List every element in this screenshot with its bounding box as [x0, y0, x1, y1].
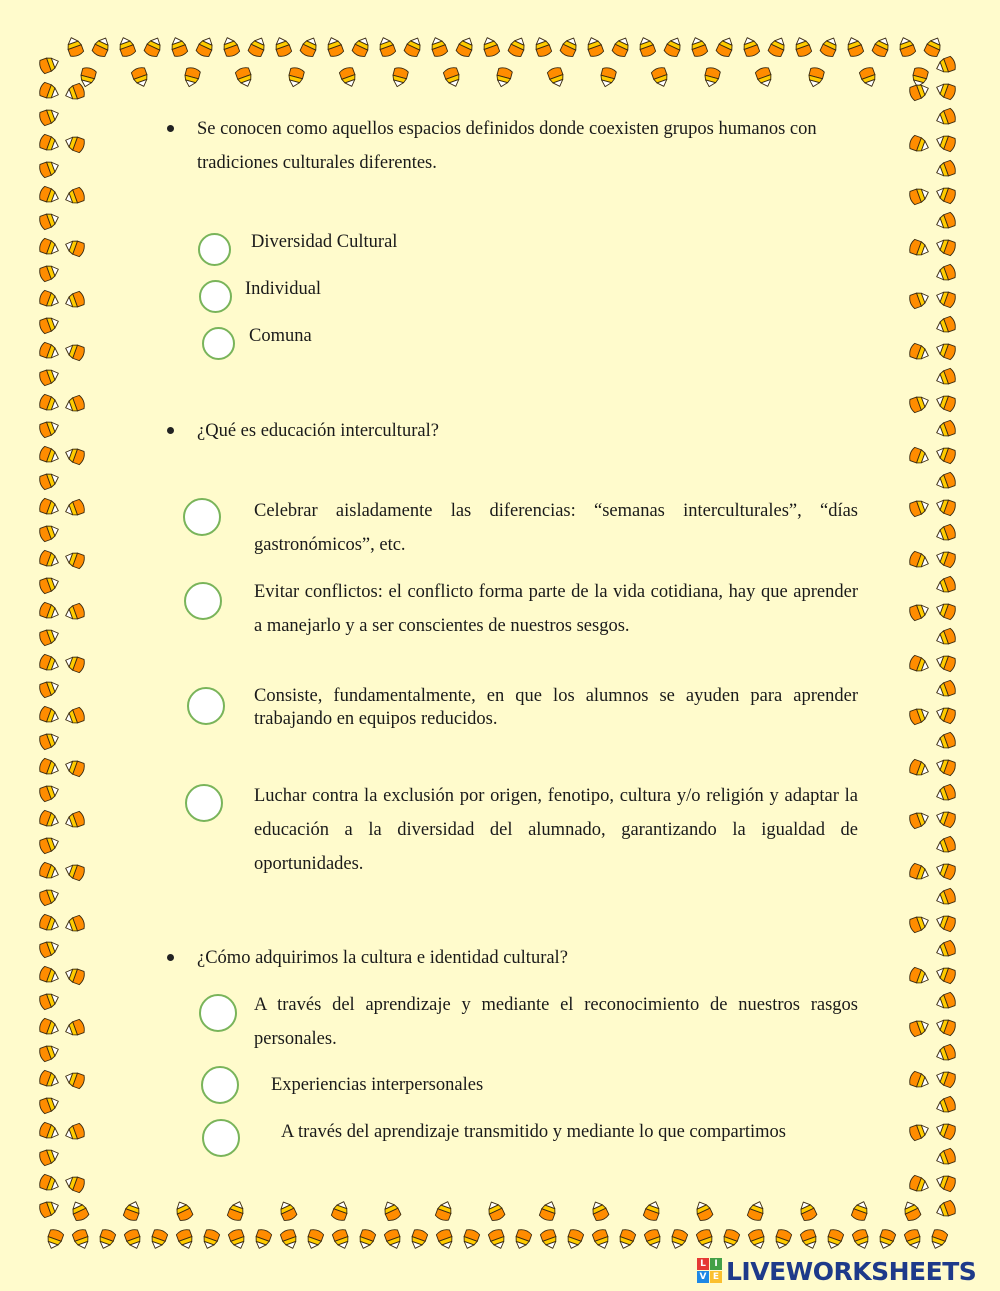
candy-corn-icon — [384, 1228, 404, 1251]
candy-corn-icon — [38, 1122, 61, 1142]
candy-corn-icon — [123, 1199, 143, 1222]
q1-option-3-label: Comuna — [249, 326, 312, 346]
candy-corn-icon — [513, 1228, 533, 1251]
candy-corn-icon — [877, 1228, 897, 1251]
candy-corn-icon — [934, 185, 957, 205]
question-2 — [197, 414, 857, 448]
candy-corn-icon — [38, 914, 61, 934]
candy-corn-icon — [63, 811, 86, 831]
candy-corn-icon — [934, 576, 957, 596]
candy-corn-icon — [934, 1069, 957, 1089]
candy-corn-icon — [934, 680, 957, 700]
question-1-text: Se conocen como aquellos espacios definidos donde coexisten grupos humanos con tradiciones culturales diferentes. — [197, 119, 817, 173]
candy-corn-icon — [38, 939, 61, 959]
candy-corn-icon — [934, 992, 957, 1012]
q3-option-2-label: Experiencias interpersonales — [271, 1075, 484, 1095]
candy-corn-icon — [38, 627, 61, 647]
candy-corn-icon — [797, 1199, 818, 1222]
candy-corn-icon — [934, 1044, 957, 1064]
candy-corn-icon — [38, 966, 61, 986]
candy-corn-icon — [131, 66, 151, 89]
candy-corn-icon — [173, 1199, 194, 1222]
candy-corn-icon — [63, 1019, 86, 1039]
candy-corn-icon — [934, 445, 957, 465]
candy-corn-icon — [409, 1228, 429, 1251]
candy-corn-icon — [663, 35, 684, 58]
candy-corn-icon — [124, 1228, 144, 1251]
candy-corn-icon — [38, 887, 61, 907]
candy-corn-icon — [332, 1228, 352, 1251]
candy-corn-icon — [934, 472, 957, 492]
candy-corn-icon — [806, 66, 824, 88]
candy-corn-icon — [488, 1228, 508, 1251]
q1-option-1-label: Diversidad Cultural — [251, 232, 398, 252]
candy-corn-icon — [800, 1228, 820, 1251]
candy-corn-icon — [63, 758, 86, 778]
candy-corn-icon — [117, 35, 137, 58]
candy-corn-icon — [38, 862, 61, 882]
candy-corn-icon — [908, 186, 931, 206]
candy-corn-icon — [38, 1147, 61, 1167]
candy-corn-icon — [325, 35, 345, 58]
candy-corn-icon — [455, 35, 476, 58]
q3-option-3-label: A través del aprendizaje transmitido y mediante lo que compartimos — [281, 1122, 787, 1142]
candy-corn-icon — [507, 35, 528, 58]
candy-corn-icon — [934, 368, 957, 388]
candy-corn-icon — [934, 341, 957, 361]
candy-corn-icon — [908, 863, 931, 883]
candy-corn-icon — [38, 1070, 61, 1090]
candy-corn-icon — [934, 1121, 957, 1141]
candy-corn-icon — [923, 35, 944, 58]
candy-corn-icon — [934, 316, 957, 336]
candy-corn-icon — [539, 1199, 559, 1222]
candy-corn-icon — [69, 1199, 90, 1222]
q2-option-4-label: Luchar contra la exclusión por origen, fenotipo, cultura y/o religión y adaptar la educación a la diversidad del alumnado, garantizando la igualdad de oportunidades. — [254, 786, 858, 874]
q2-option-3-label: Consiste, fundamentalmente, en que los alumnos se ayuden para aprender trabajando en equipos reducidos. — [254, 686, 858, 729]
candy-corn-icon — [934, 965, 957, 985]
candy-corn-icon — [851, 1199, 871, 1222]
question-1 — [197, 112, 857, 180]
candy-corn-icon — [176, 1228, 196, 1251]
candy-corn-icon — [908, 239, 931, 259]
candy-corn-icon — [331, 1199, 351, 1222]
candy-corn-icon — [934, 653, 957, 673]
candy-corn-icon — [38, 263, 61, 283]
candy-corn-icon — [38, 602, 61, 622]
candy-corn-icon — [221, 35, 241, 58]
q1-option-1-radio[interactable] — [198, 233, 231, 266]
candy-corn-icon — [38, 419, 61, 439]
candy-corn-icon — [38, 810, 61, 830]
candy-corn-icon — [38, 523, 61, 543]
candy-corn-icon — [908, 290, 931, 310]
candy-corn-icon — [38, 394, 61, 414]
candy-corn-icon — [696, 1228, 716, 1251]
candy-corn-icon — [38, 134, 61, 154]
candy-corn-icon — [908, 967, 931, 987]
candy-corn-icon — [908, 759, 931, 779]
candy-corn-icon — [748, 1228, 768, 1251]
candy-corn-icon — [436, 1228, 456, 1251]
candy-corn-icon — [38, 1018, 61, 1038]
candy-corn-icon — [825, 1228, 845, 1251]
candy-corn-icon — [339, 66, 359, 89]
candy-corn-icon — [38, 1095, 61, 1115]
candy-corn-icon — [908, 706, 931, 726]
candy-corn-icon — [897, 35, 917, 58]
candy-corn-icon — [793, 35, 813, 58]
candy-corn-icon — [381, 1199, 402, 1222]
candy-corn-icon — [934, 628, 957, 648]
bullet-icon — [167, 954, 174, 961]
candy-corn-icon — [38, 446, 61, 466]
liveworksheets-brand[interactable] — [697, 1256, 976, 1286]
candy-corn-icon — [934, 56, 957, 76]
candy-corn-icon — [305, 1228, 325, 1251]
candy-corn-icon — [481, 35, 501, 58]
candy-corn-icon — [228, 1228, 248, 1251]
candy-corn-icon — [741, 35, 761, 58]
candy-corn-icon — [63, 187, 86, 207]
candy-corn-icon — [63, 395, 86, 415]
candy-corn-icon — [38, 706, 61, 726]
candy-corn-icon — [934, 1096, 957, 1116]
candy-corn-icon — [845, 35, 865, 58]
candy-corn-icon — [38, 342, 61, 362]
candy-corn-icon — [934, 237, 957, 257]
candy-corn-icon — [904, 1228, 924, 1251]
logo-letter: E — [710, 1271, 722, 1283]
candy-corn-icon — [38, 783, 61, 803]
candy-corn-icon — [38, 679, 61, 699]
candy-corn-icon — [63, 499, 86, 519]
question-3-text: ¿Cómo adquirimos la cultura e identidad cultural? — [197, 948, 568, 968]
candy-corn-icon — [908, 551, 931, 571]
candy-corn-icon — [617, 1228, 637, 1251]
candy-corn-icon — [38, 835, 61, 855]
candy-corn-icon — [934, 888, 957, 908]
candy-corn-icon — [38, 186, 61, 206]
candy-corn-icon — [201, 1228, 221, 1251]
q1-option-2-label: Individual — [245, 279, 322, 299]
candy-corn-icon — [38, 654, 61, 674]
candy-corn-icon — [934, 108, 957, 128]
candy-corn-icon — [63, 134, 86, 154]
candy-corn-icon — [277, 1199, 298, 1222]
candy-corn-icon — [235, 66, 255, 89]
candy-corn-icon — [63, 238, 86, 258]
candy-corn-icon — [755, 66, 775, 89]
candy-corn-icon — [908, 810, 931, 830]
candy-corn-icon — [908, 447, 931, 467]
candy-corn-icon — [38, 575, 61, 595]
candy-corn-icon — [934, 705, 957, 725]
candy-corn-icon — [934, 809, 957, 829]
candy-corn-icon — [149, 1228, 169, 1251]
candy-corn-icon — [443, 66, 463, 89]
candy-corn-icon — [38, 367, 61, 387]
candy-corn-icon — [934, 732, 957, 752]
candy-corn-icon — [38, 758, 61, 778]
candy-corn-icon — [63, 1070, 86, 1090]
candy-corn-icon — [247, 35, 268, 58]
candy-corn-icon — [38, 107, 61, 127]
candy-corn-icon — [390, 66, 408, 88]
candy-corn-icon — [934, 784, 957, 804]
candy-corn-icon — [45, 1228, 65, 1251]
candy-corn-icon — [565, 1228, 585, 1251]
candy-corn-icon — [934, 1200, 957, 1220]
candy-corn-icon — [182, 66, 200, 88]
candy-corn-icon — [908, 1175, 931, 1195]
q1-option-3-radio[interactable] — [202, 327, 235, 360]
candy-corn-icon — [559, 35, 580, 58]
candy-corn-icon — [637, 35, 657, 58]
candy-corn-icon — [273, 35, 293, 58]
candy-corn-icon — [63, 83, 86, 103]
candy-corn-icon — [38, 211, 61, 231]
candy-corn-icon — [63, 291, 86, 311]
logo-letter: V — [697, 1271, 709, 1283]
candy-corn-icon — [702, 66, 720, 88]
candy-corn-icon — [908, 1018, 931, 1038]
candy-corn-icon — [934, 836, 957, 856]
candy-corn-icon — [934, 913, 957, 933]
q2-option-1-radio[interactable] — [183, 498, 221, 536]
q3-option-1-label: A través del aprendizaje y mediante el reconocimiento de nuestros rasgos personales. — [254, 995, 858, 1049]
candy-corn-icon — [143, 35, 164, 58]
candy-corn-icon — [934, 601, 957, 621]
logo-letter: L — [697, 1258, 709, 1270]
candy-corn-icon — [934, 133, 957, 153]
candy-corn-icon — [38, 1199, 61, 1219]
candy-corn-icon — [852, 1228, 872, 1251]
q1-option-2-radio[interactable] — [199, 280, 232, 313]
candy-corn-icon — [934, 757, 957, 777]
candy-corn-icon — [585, 35, 605, 58]
candy-corn-icon — [63, 707, 86, 727]
candy-corn-icon — [901, 1199, 922, 1222]
candy-corn-icon — [819, 35, 840, 58]
candy-corn-icon — [195, 35, 216, 58]
candy-corn-icon — [693, 1199, 714, 1222]
candy-corn-icon — [377, 35, 397, 58]
candy-corn-icon — [908, 394, 931, 414]
candy-corn-icon — [934, 1173, 957, 1193]
candy-corn-icon — [63, 654, 86, 674]
candy-corn-icon — [351, 35, 372, 58]
candy-corn-icon — [934, 861, 957, 881]
candy-corn-icon — [461, 1228, 481, 1251]
candy-corn-icon — [547, 66, 567, 89]
candy-corn-icon — [908, 914, 931, 934]
q2-option-2-label: Evitar conflictos: el conflicto forma parte de la vida cotidiana, hay que aprender a manejarlo y a ser conscientes de nuestros sesgos. — [254, 582, 858, 636]
liveworksheets-logo-icon — [697, 1258, 723, 1284]
candy-corn-icon — [669, 1228, 689, 1251]
logo-letter: I — [710, 1258, 722, 1270]
candy-corn-icon — [429, 35, 449, 58]
candy-corn-icon — [689, 35, 709, 58]
candy-corn-icon — [908, 498, 931, 518]
brand-name: LIVEWORKSHEETS — [726, 1256, 977, 1286]
candy-corn-icon — [63, 862, 86, 882]
candy-corn-icon — [589, 1199, 610, 1222]
candy-corn-icon — [934, 289, 957, 309]
candy-corn-icon — [227, 1199, 247, 1222]
candy-corn-icon — [403, 35, 424, 58]
candy-corn-icon — [38, 498, 61, 518]
q3-option-2-radio[interactable] — [201, 1066, 239, 1104]
candy-corn-icon — [494, 66, 512, 88]
candy-corn-icon — [934, 81, 957, 101]
candy-corn-icon — [908, 655, 931, 675]
candy-corn-icon — [934, 940, 957, 960]
bullet-icon — [167, 125, 174, 132]
candy-corn-icon — [65, 35, 85, 58]
candy-corn-icon — [598, 66, 616, 88]
candy-corn-icon — [38, 290, 61, 310]
candy-corn-icon — [859, 66, 879, 89]
candy-corn-icon — [533, 35, 553, 58]
candy-corn-icon — [38, 1174, 61, 1194]
candy-corn-icon — [38, 731, 61, 751]
question-2-text: ¿Qué es educación intercultural? — [197, 421, 439, 441]
candy-corn-icon — [644, 1228, 664, 1251]
candy-corn-icon — [63, 446, 86, 466]
candy-corn-icon — [38, 991, 61, 1011]
candy-corn-icon — [485, 1199, 506, 1222]
candy-corn-icon — [934, 393, 957, 413]
candy-corn-icon — [934, 264, 957, 284]
candy-corn-icon — [286, 66, 304, 88]
candy-corn-icon — [63, 966, 86, 986]
question-3 — [197, 941, 857, 975]
candy-corn-icon — [908, 1071, 931, 1091]
candy-corn-icon — [908, 343, 931, 363]
q3-option-3-radio[interactable] — [202, 1119, 240, 1157]
candy-corn-icon — [63, 915, 86, 935]
candy-corn-icon — [63, 342, 86, 362]
candy-corn-icon — [929, 1228, 949, 1251]
candy-corn-icon — [63, 1123, 86, 1143]
q2-option-1-label: Celebrar aisladamente las diferencias: “semanas interculturales”, “días gastronómicos”, etc. — [254, 501, 858, 555]
candy-corn-icon — [934, 549, 957, 569]
candy-corn-icon — [97, 1228, 117, 1251]
candy-corn-icon — [72, 1228, 92, 1251]
candy-corn-icon — [934, 1148, 957, 1168]
candy-corn-icon — [611, 35, 632, 58]
candy-corn-icon — [38, 238, 61, 258]
candy-corn-icon — [934, 1017, 957, 1037]
candy-corn-icon — [871, 35, 892, 58]
candy-corn-icon — [38, 55, 61, 75]
candy-corn-icon — [435, 1199, 455, 1222]
candy-corn-icon — [38, 471, 61, 491]
candy-corn-icon — [643, 1199, 663, 1222]
candy-corn-icon — [280, 1228, 300, 1251]
candy-corn-icon — [747, 1199, 767, 1222]
q2-option-4-radio[interactable] — [185, 784, 223, 822]
candy-corn-icon — [38, 82, 61, 102]
candy-corn-icon — [908, 1122, 931, 1142]
candy-corn-icon — [169, 35, 189, 58]
q2-option-2-radio[interactable] — [184, 582, 222, 620]
candy-corn-icon — [38, 550, 61, 570]
candy-corn-icon — [721, 1228, 741, 1251]
candy-corn-icon — [934, 160, 957, 180]
candy-corn-icon — [773, 1228, 793, 1251]
candy-corn-icon — [934, 497, 957, 517]
candy-corn-icon — [908, 135, 931, 155]
candy-corn-icon — [38, 159, 61, 179]
candy-corn-icon — [63, 550, 86, 570]
q3-option-1-radio[interactable] — [199, 994, 237, 1032]
candy-corn-icon — [934, 212, 957, 232]
candy-corn-icon — [767, 35, 788, 58]
q2-option-3-radio[interactable] — [187, 687, 225, 725]
candy-corn-icon — [38, 1043, 61, 1063]
candy-corn-icon — [715, 35, 736, 58]
candy-corn-icon — [592, 1228, 612, 1251]
candy-corn-icon — [299, 35, 320, 58]
candy-corn-icon — [651, 66, 671, 89]
candy-corn-icon — [253, 1228, 273, 1251]
bullet-icon — [167, 427, 174, 434]
candy-corn-icon — [63, 1174, 86, 1194]
candy-corn-icon — [63, 603, 86, 623]
candy-corn-icon — [91, 35, 112, 58]
candy-corn-icon — [38, 315, 61, 335]
candy-corn-icon — [934, 524, 957, 544]
candy-corn-icon — [908, 602, 931, 622]
candy-corn-icon — [934, 420, 957, 440]
candy-corn-icon — [540, 1228, 560, 1251]
candy-corn-icon — [357, 1228, 377, 1251]
